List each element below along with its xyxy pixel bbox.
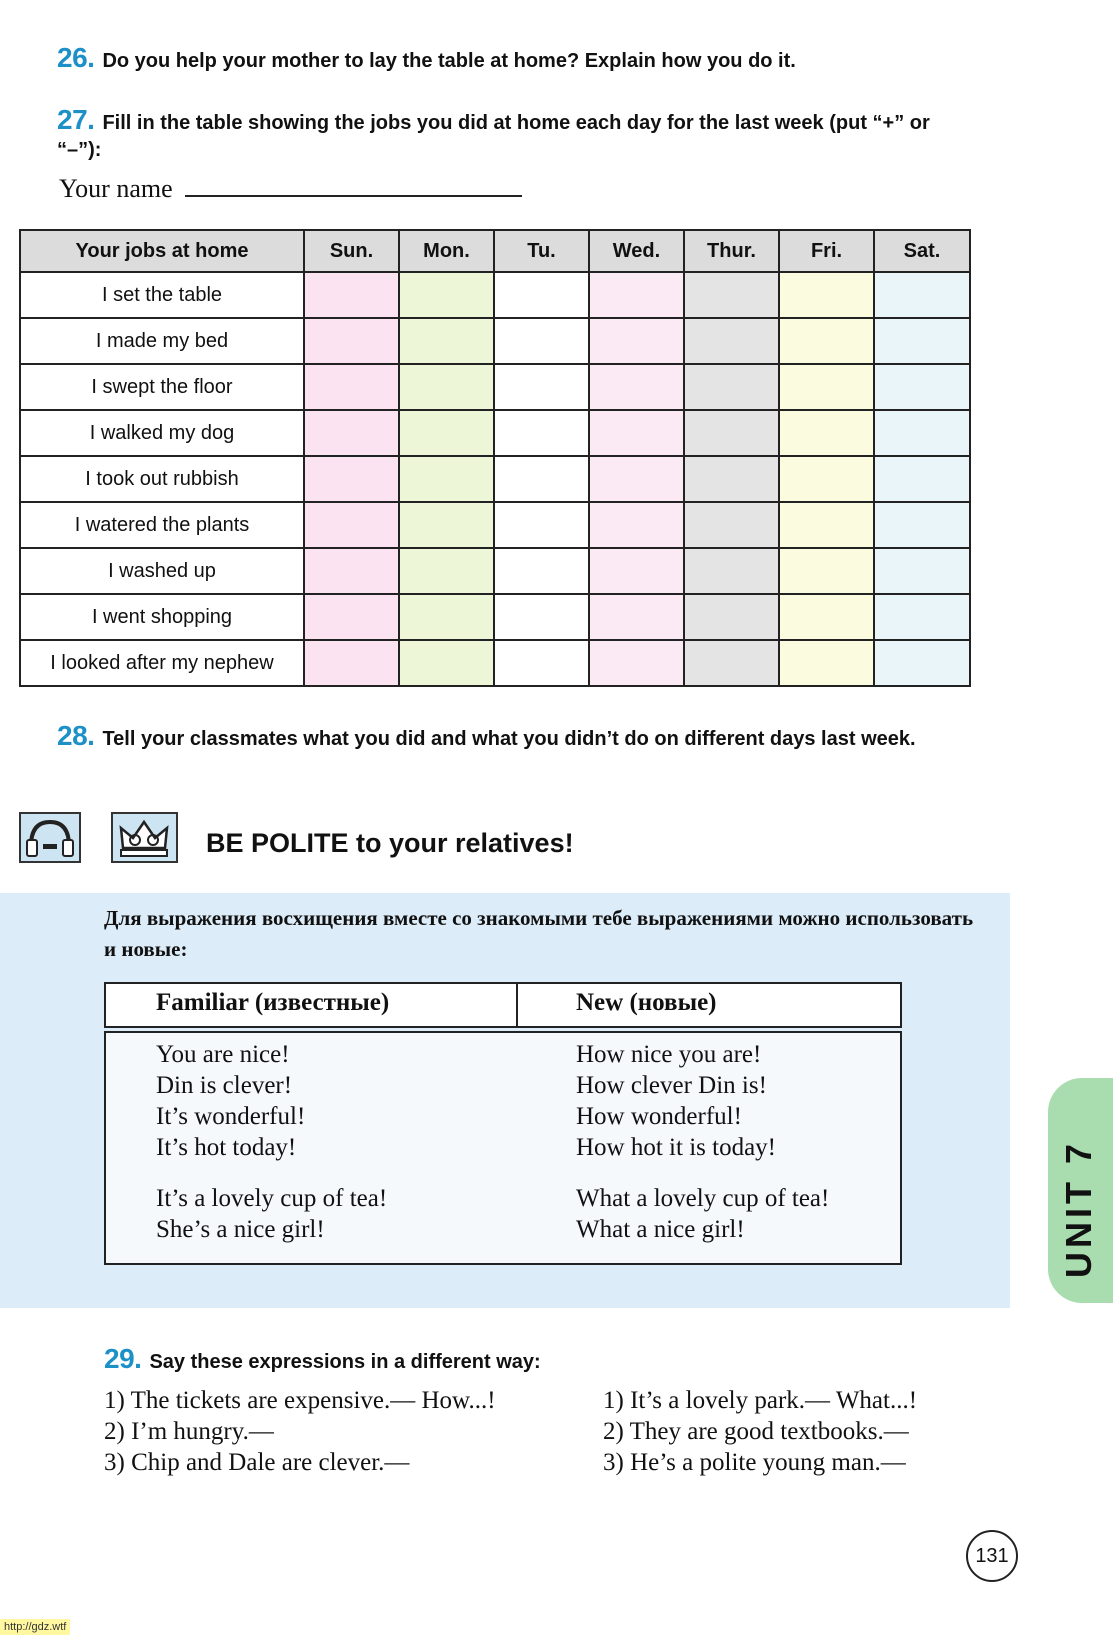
- exercise-number: 28.: [57, 720, 95, 751]
- exercise-29-left: [104, 1385, 496, 1478]
- check-cell-mon[interactable]: [399, 456, 494, 502]
- check-cell-fri[interactable]: [779, 410, 874, 456]
- check-cell-sun[interactable]: [304, 318, 399, 364]
- check-cell-tu[interactable]: [494, 456, 589, 502]
- name-label: Your name: [59, 174, 173, 203]
- check-cell-sat[interactable]: [874, 456, 970, 502]
- check-cell-wed[interactable]: [589, 456, 684, 502]
- check-cell-fri[interactable]: [779, 272, 874, 318]
- check-cell-thur[interactable]: [684, 410, 779, 456]
- new-item: How nice you are!: [576, 1041, 762, 1068]
- exercise-29-right: [603, 1385, 917, 1478]
- check-cell-sat[interactable]: [874, 410, 970, 456]
- table-row: [20, 364, 970, 410]
- jobs-table: [19, 229, 971, 687]
- check-cell-tu[interactable]: [494, 502, 589, 548]
- exercise-number: 27.: [57, 104, 95, 135]
- check-cell-sun[interactable]: [304, 502, 399, 548]
- polite-table-header: [104, 982, 902, 1028]
- check-cell-tu[interactable]: [494, 548, 589, 594]
- check-cell-sat[interactable]: [874, 364, 970, 410]
- check-cell-mon[interactable]: [399, 410, 494, 456]
- check-cell-thur[interactable]: [684, 594, 779, 640]
- table-row: [20, 594, 970, 640]
- polite-intro: Для выражения восхищения вместе со знакомыми тебе выражениями можно использовать и новые:: [104, 906, 974, 961]
- job-label: I took out rubbish: [20, 456, 304, 502]
- header-mon: Mon.: [399, 230, 494, 272]
- familiar-list: [156, 1039, 387, 1245]
- polite-title: BE POLITE to your relatives!: [206, 828, 574, 858]
- check-cell-thur[interactable]: [684, 502, 779, 548]
- exercise-number: 26.: [57, 42, 95, 73]
- check-cell-thur[interactable]: [684, 318, 779, 364]
- job-label: I set the table: [20, 272, 304, 318]
- crown-icon: [111, 812, 178, 863]
- new-item: How clever Din is!: [576, 1072, 767, 1099]
- table-row: [20, 410, 970, 456]
- check-cell-wed[interactable]: [589, 318, 684, 364]
- check-cell-wed[interactable]: [589, 364, 684, 410]
- check-cell-tu[interactable]: [494, 318, 589, 364]
- check-cell-sat[interactable]: [874, 318, 970, 364]
- familiar-item: It’s a lovely cup of tea!: [156, 1185, 388, 1212]
- exercise-text: Fill in the table showing the jobs you did at home each day for the last week (put “+” or “–”):: [57, 112, 930, 161]
- familiar-item: It’s hot today!: [156, 1134, 297, 1161]
- col-familiar: Familiar (известные): [156, 989, 390, 1016]
- exercise-text: Say these expressions in a different way:: [149, 1351, 541, 1373]
- exercise-28: [57, 722, 977, 753]
- check-cell-sun[interactable]: [304, 456, 399, 502]
- check-cell-mon[interactable]: [399, 640, 494, 686]
- table-row: [20, 502, 970, 548]
- col-new: New (новые): [576, 989, 717, 1016]
- table-row: [20, 456, 970, 502]
- familiar-item: She’s a nice girl!: [156, 1216, 325, 1243]
- check-cell-mon[interactable]: [399, 364, 494, 410]
- table-row: [20, 548, 970, 594]
- check-cell-thur[interactable]: [684, 364, 779, 410]
- check-cell-sun[interactable]: [304, 594, 399, 640]
- check-cell-thur[interactable]: [684, 272, 779, 318]
- job-label: I walked my dog: [20, 410, 304, 456]
- polite-table-body: [104, 1031, 902, 1265]
- check-cell-sun[interactable]: [304, 272, 399, 318]
- exercise-number: 29.: [104, 1343, 142, 1374]
- table-row: [20, 318, 970, 364]
- check-cell-fri[interactable]: [779, 640, 874, 686]
- job-label: I went shopping: [20, 594, 304, 640]
- header-divider: [516, 984, 518, 1026]
- exercise-27: [57, 106, 957, 164]
- check-cell-wed[interactable]: [589, 272, 684, 318]
- unit-label: UNIT 7: [1058, 1139, 1099, 1278]
- header-sat: Sat.: [874, 230, 970, 272]
- new-item: How hot it is today!: [576, 1134, 776, 1161]
- table-row: [20, 272, 970, 318]
- check-cell-mon[interactable]: [399, 318, 494, 364]
- check-cell-mon[interactable]: [399, 502, 494, 548]
- table-header-row: [20, 230, 970, 272]
- check-cell-mon[interactable]: [399, 548, 494, 594]
- check-cell-mon[interactable]: [399, 594, 494, 640]
- new-item: What a nice girl!: [576, 1216, 745, 1243]
- check-cell-wed[interactable]: [589, 548, 684, 594]
- check-cell-wed[interactable]: [589, 502, 684, 548]
- expression-item: 3) He’s a polite young man.—: [603, 1449, 906, 1476]
- header-thur: Thur.: [684, 230, 779, 272]
- header-tu: Tu.: [494, 230, 589, 272]
- check-cell-sun[interactable]: [304, 640, 399, 686]
- header-fri: Fri.: [779, 230, 874, 272]
- new-list: [576, 1039, 829, 1245]
- check-cell-sat[interactable]: [874, 502, 970, 548]
- expression-item: 1) The tickets are expensive.— How...!: [104, 1387, 496, 1414]
- expression-item: 2) They are good textbooks.—: [603, 1418, 909, 1445]
- job-label: I looked after my nephew: [20, 640, 304, 686]
- header-jobs: Your jobs at home: [20, 230, 304, 272]
- check-cell-sat[interactable]: [874, 594, 970, 640]
- check-cell-thur[interactable]: [684, 456, 779, 502]
- page-number: 131: [966, 1530, 1018, 1582]
- check-cell-fri[interactable]: [779, 318, 874, 364]
- table-row: [20, 640, 970, 686]
- check-cell-fri[interactable]: [779, 456, 874, 502]
- familiar-item: Din is clever!: [156, 1072, 293, 1099]
- check-cell-thur[interactable]: [684, 640, 779, 686]
- name-input-line[interactable]: [185, 173, 522, 197]
- familiar-item: You are nice!: [156, 1041, 290, 1068]
- check-cell-tu[interactable]: [494, 272, 589, 318]
- exercise-29: [104, 1345, 954, 1376]
- check-cell-tu[interactable]: [494, 410, 589, 456]
- check-cell-sat[interactable]: [874, 548, 970, 594]
- check-cell-wed[interactable]: [589, 640, 684, 686]
- expression-item: 3) Chip and Dale are clever.—: [104, 1449, 410, 1476]
- check-cell-sun[interactable]: [304, 364, 399, 410]
- check-cell-sat[interactable]: [874, 640, 970, 686]
- check-cell-thur[interactable]: [684, 548, 779, 594]
- exercise-text: Do you help your mother to lay the table at home? Explain how you do it.: [102, 50, 796, 72]
- familiar-item: It’s wonderful!: [156, 1103, 306, 1130]
- check-cell-wed[interactable]: [589, 410, 684, 456]
- job-label: I watered the plants: [20, 502, 304, 548]
- check-cell-fri[interactable]: [779, 502, 874, 548]
- job-label: I washed up: [20, 548, 304, 594]
- job-label: I made my bed: [20, 318, 304, 364]
- check-cell-sun[interactable]: [304, 548, 399, 594]
- check-cell-mon[interactable]: [399, 272, 494, 318]
- new-item: How wonderful!: [576, 1103, 742, 1130]
- exercise-26: [57, 44, 1017, 75]
- check-cell-tu[interactable]: [494, 594, 589, 640]
- header-wed: Wed.: [589, 230, 684, 272]
- check-cell-tu[interactable]: [494, 640, 589, 686]
- expression-item: 1) It’s a lovely park.— What...!: [603, 1387, 918, 1414]
- check-cell-fri[interactable]: [779, 364, 874, 410]
- header-sun: Sun.: [304, 230, 399, 272]
- check-cell-sat[interactable]: [874, 272, 970, 318]
- check-cell-tu[interactable]: [494, 364, 589, 410]
- check-cell-wed[interactable]: [589, 594, 684, 640]
- expression-item: 2) I’m hungry.—: [104, 1418, 274, 1445]
- check-cell-fri[interactable]: [779, 548, 874, 594]
- new-item: What a lovely cup of tea!: [576, 1185, 830, 1212]
- check-cell-sun[interactable]: [304, 410, 399, 456]
- exercise-text: Tell your classmates what you did and what you didn’t do on different days last week.: [102, 728, 916, 750]
- headphones-icon: [19, 812, 81, 863]
- check-cell-fri[interactable]: [779, 594, 874, 640]
- name-field: [59, 173, 522, 204]
- footer-url[interactable]: http://gdz.wtf: [0, 1619, 70, 1635]
- job-label: I swept the floor: [20, 364, 304, 410]
